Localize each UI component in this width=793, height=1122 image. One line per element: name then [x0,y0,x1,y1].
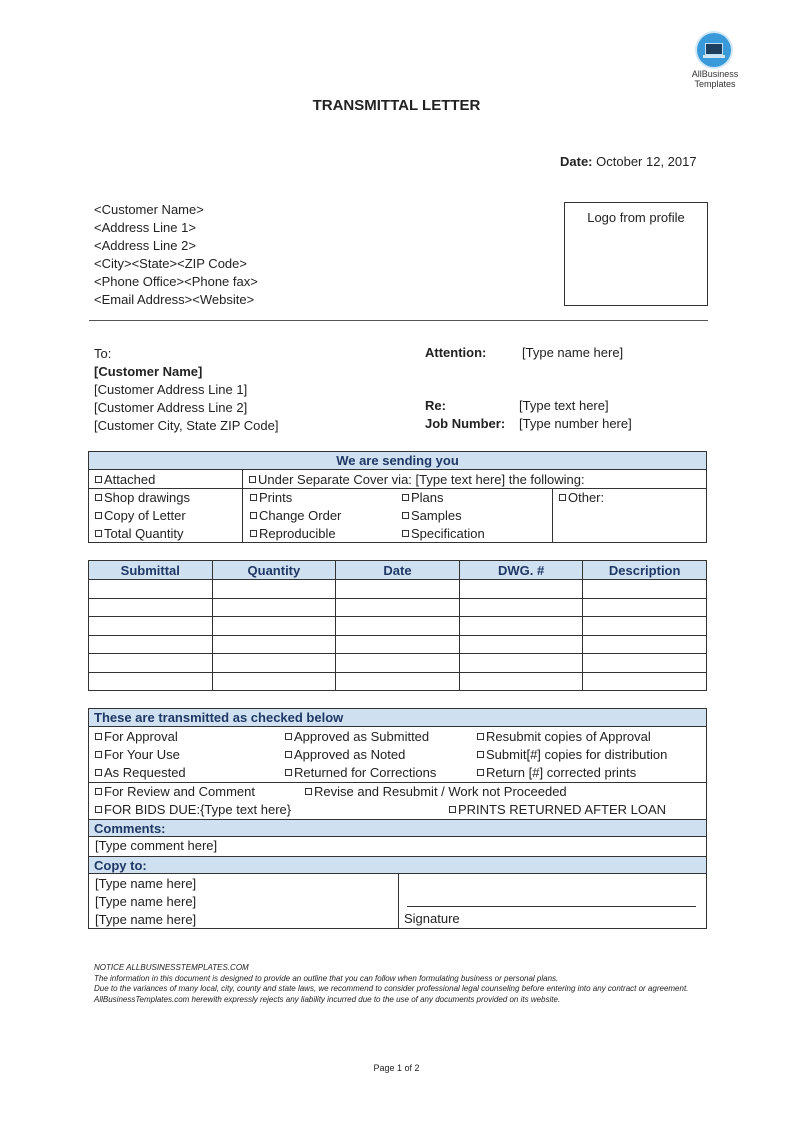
sender-address [94,201,258,309]
sender-address-line-2[interactable]: <Address Line 2> [94,238,196,253]
recipient-city-state-zip[interactable]: [Customer City, State ZIP Code] [94,418,279,433]
table-cell[interactable] [583,617,707,636]
signature-line[interactable] [407,906,696,907]
checkbox-approved-as-noted[interactable]: Approved as Noted [285,746,436,764]
table-cell[interactable] [459,654,583,673]
table-cell[interactable] [212,672,336,691]
column-date: Date [336,561,460,580]
recipient-address-line-2[interactable]: [Customer Address Line 2] [94,400,248,415]
table-row [89,635,707,654]
table-cell[interactable] [89,672,213,691]
checkbox-icon [477,733,484,740]
checkbox-specification[interactable]: Specification [402,525,485,543]
table-cell[interactable] [336,635,460,654]
table-cell[interactable] [583,598,707,617]
table-cell[interactable] [212,654,336,673]
checkbox-icon [95,476,102,483]
table-cell[interactable] [336,580,460,599]
date-value[interactable]: October 12, 2017 [596,154,697,169]
checkbox-other[interactable]: Other: [559,489,604,507]
checkbox-for-approval[interactable]: For Approval [95,728,186,746]
checkbox-samples[interactable]: Samples [402,507,485,525]
checkbox-plans[interactable]: Plans [402,489,485,507]
checkbox-bids-due[interactable]: FOR BIDS DUE:{Type text here} [95,801,291,819]
transmitted-header: These are transmitted as checked below [89,709,706,727]
sending-header: We are sending you [89,452,706,470]
checkbox-label: Attached [104,472,156,487]
sender-city-state-zip[interactable]: <City><State><ZIP Code> [94,256,247,271]
table-cell[interactable] [336,617,460,636]
table-cell[interactable] [459,598,583,617]
divider [89,320,708,321]
column-description: Description [583,561,707,580]
checkbox-label: Under Separate Cover via: [Type text here] the following: [258,472,585,487]
checkbox-icon [95,512,102,519]
page-number: Page 1 of 2 [373,1063,420,1073]
notice-line-2: Due to the variances of many local, city, county and state laws, we recommend to consider professional legal counseling before entering into any contract or agreement. AllBusinessTemplates.com herewith expressly rejects any liability incurred due to the use of any documents provided on its website. [94,984,689,1004]
checkbox-icon [402,494,409,501]
transmitted-col-1 [95,728,186,782]
checkbox-icon [250,512,257,519]
re-value[interactable]: [Type text here] [519,398,609,413]
table-cell[interactable] [89,635,213,654]
table-cell[interactable] [336,672,460,691]
logo-placeholder-box[interactable] [564,202,708,306]
table-cell[interactable] [89,654,213,673]
submittal-table [88,560,707,691]
checkbox-icon [477,769,484,776]
attention-label: Attention: [425,345,487,360]
checkbox-icon [402,512,409,519]
checkbox-icon [449,806,456,813]
column-dwg: DWG. # [459,561,583,580]
table-cell[interactable] [212,580,336,599]
table-cell[interactable] [336,654,460,673]
checkbox-shop-drawings[interactable]: Shop drawings [95,489,190,507]
table-cell[interactable] [583,654,707,673]
checkbox-icon [559,494,566,501]
checkbox-separate-cover[interactable] [249,471,585,488]
notice-line-1: The information in this document is designed to provide an outline that you can follow when formulating business or personal plans. [94,973,559,983]
brand-line-2: Templates [694,79,736,89]
checkbox-icon [285,769,292,776]
date-line [560,154,697,169]
table-row [89,617,707,636]
checkbox-attached[interactable] [95,471,155,488]
checkbox-icon [285,751,292,758]
table-cell[interactable] [89,580,213,599]
table-cell[interactable] [89,598,213,617]
brand-name [680,69,750,89]
copy-to-header: Copy to: [89,856,706,874]
column-quantity: Quantity [212,561,336,580]
checkbox-approved-as-submitted[interactable]: Approved as Submitted [285,728,436,746]
column-submittal: Submittal [89,561,213,580]
checkbox-prints-returned[interactable]: PRINTS RETURNED AFTER LOAN [449,801,666,819]
job-number-label: Job Number: [425,416,506,431]
table-cell[interactable] [583,672,707,691]
attention-value[interactable]: [Type name here] [522,345,624,360]
sending-col-1 [95,489,190,543]
checkbox-icon [305,788,312,795]
checkbox-review-comment[interactable]: For Review and Comment [95,783,255,801]
checkbox-returned-for-corrections[interactable]: Returned for Corrections [285,764,436,782]
logo-placeholder-text: Logo from profile [587,210,685,225]
table-cell[interactable] [212,598,336,617]
table-cell[interactable] [459,617,583,636]
to-label: To: [94,346,112,361]
comment-field[interactable]: [Type comment here] [95,838,218,853]
table-cell[interactable] [212,617,336,636]
table-row [89,598,707,617]
checkbox-icon [95,494,102,501]
checkbox-copy-of-letter[interactable]: Copy of Letter [95,507,190,525]
checkbox-icon [249,476,256,483]
checkbox-icon [477,751,484,758]
checkbox-reproducible[interactable]: Reproducible [250,525,341,543]
checkbox-resubmit-copies[interactable]: Resubmit copies of Approval [477,728,667,746]
comments-header: Comments: [89,819,706,837]
notice-title: NOTICE ALLBUSINESSTEMPLATES.COM [94,963,249,972]
table-cell[interactable] [459,580,583,599]
checkbox-icon [250,494,257,501]
checkbox-for-your-use[interactable]: For Your Use [95,746,186,764]
table-cell[interactable] [336,598,460,617]
sender-address-line-1[interactable]: <Address Line 1> [94,220,196,235]
checkbox-icon [95,788,102,795]
job-number-value[interactable]: [Type number here] [519,416,632,431]
signature-label: Signature [404,911,460,926]
checkbox-revise-resubmit[interactable]: Revise and Resubmit / Work not Proceeded [305,783,567,801]
sending-col-2 [250,489,341,543]
checkbox-total-quantity[interactable]: Total Quantity [95,525,190,543]
checkbox-change-order[interactable]: Change Order [250,507,341,525]
table-cell[interactable] [459,635,583,654]
notice [94,963,704,1005]
checkbox-icon [285,733,292,740]
copy-to-names [95,875,196,929]
copy-to-name-3[interactable]: [Type name here] [95,912,197,927]
checkbox-icon [95,530,102,537]
sender-email-website[interactable]: <Email Address><Website> [94,292,255,307]
table-row [89,672,707,691]
table-row [89,580,707,599]
table-cell[interactable] [583,635,707,654]
checkbox-submit-copies[interactable]: Submit[#] copies for distribution [477,746,667,764]
table-cell[interactable] [89,617,213,636]
table-cell[interactable] [212,635,336,654]
recipient-block [94,345,278,435]
transmitted-section [88,708,707,929]
transmitted-col-3 [477,728,667,782]
brand-line-1: AllBusiness [691,69,739,79]
checkbox-icon [95,806,102,813]
date-label: Date: [560,154,593,169]
re-label: Re: [425,398,446,413]
sender-phone[interactable]: <Phone Office><Phone fax> [94,274,258,289]
checkbox-as-requested[interactable]: As Requested [95,764,186,782]
table-cell[interactable] [583,580,707,599]
checkbox-icon [95,751,102,758]
table-row [89,654,707,673]
sending-col-4 [559,489,604,507]
checkbox-return-corrected-prints[interactable]: Return [#] corrected prints [477,764,667,782]
recipient-address-line-1[interactable]: [Customer Address Line 1] [94,382,248,397]
checkbox-prints[interactable]: Prints [250,489,341,507]
sending-col-3 [402,489,485,543]
table-cell[interactable] [459,672,583,691]
checkbox-icon [250,530,257,537]
checkbox-icon [95,769,102,776]
sender-name[interactable]: <Customer Name> [94,202,204,217]
sending-section [88,451,707,543]
copy-to-name-2[interactable]: [Type name here] [95,894,197,909]
brand-logo-icon [697,33,731,67]
transmitted-col-2 [285,728,436,782]
page-title: TRANSMITTAL LETTER [312,97,481,114]
copy-to-name-1[interactable]: [Type name here] [95,876,197,891]
checkbox-icon [402,530,409,537]
checkbox-icon [95,733,102,740]
recipient-name[interactable]: [Customer Name] [94,364,203,379]
